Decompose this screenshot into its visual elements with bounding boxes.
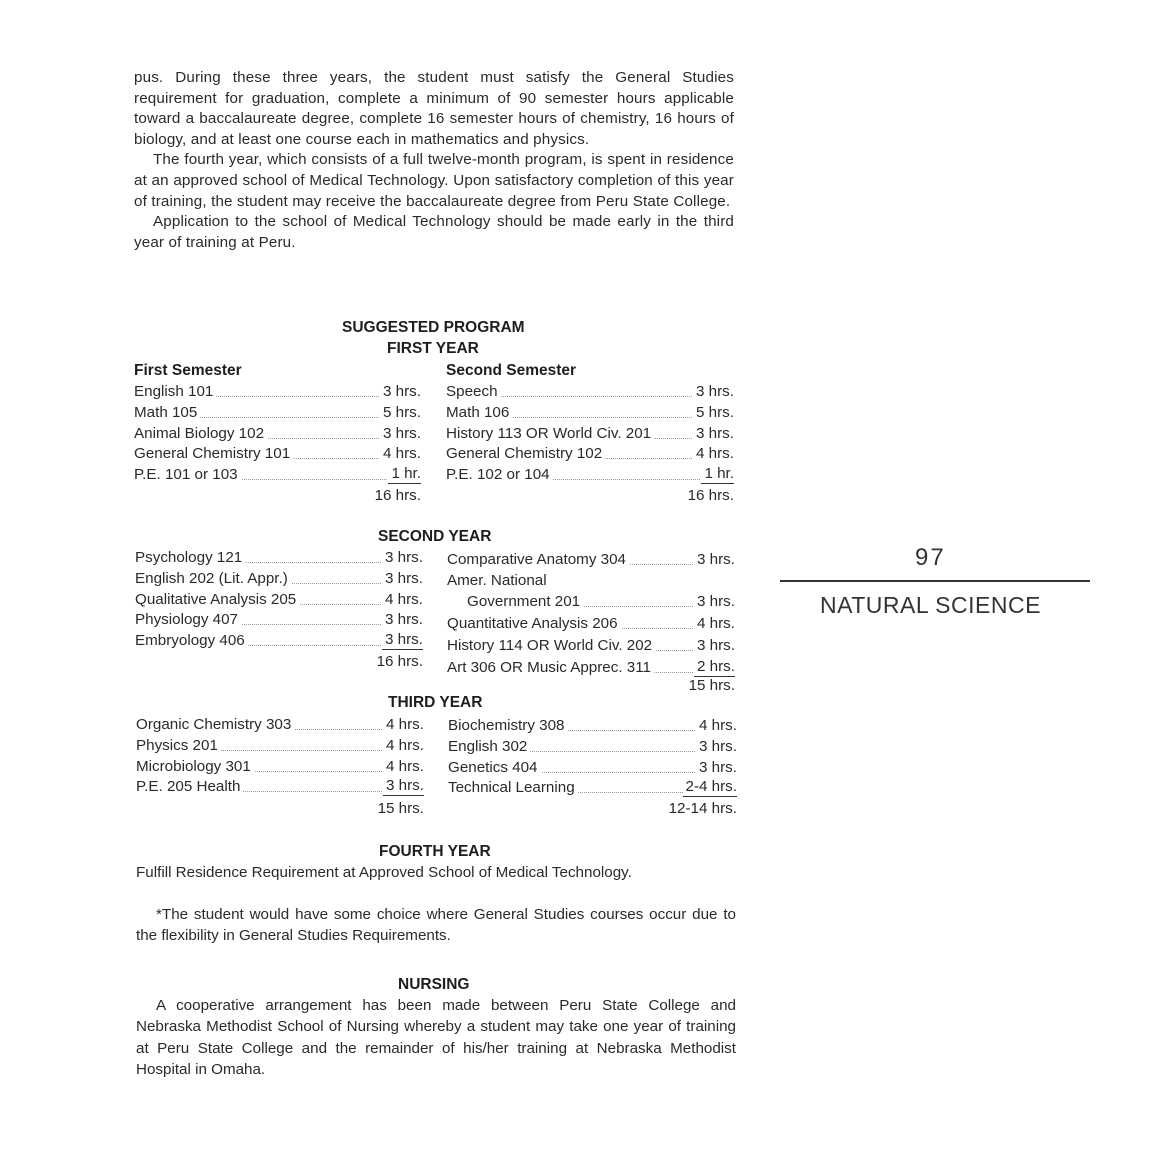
course-name: P.E. 102 or 104 bbox=[446, 464, 553, 485]
section-divider bbox=[780, 580, 1090, 582]
course-row bbox=[136, 735, 424, 756]
course-name: Embryology 406 bbox=[135, 630, 248, 651]
course-hours: 3 hrs. bbox=[382, 547, 423, 568]
course-name: Animal Biology 102 bbox=[134, 423, 267, 444]
course-row bbox=[447, 613, 735, 634]
course-name: English 302 bbox=[448, 736, 530, 757]
nursing-heading: NURSING bbox=[398, 976, 470, 993]
course-name: Psychology 121 bbox=[135, 547, 245, 568]
course-name: English 101 bbox=[134, 381, 216, 402]
first-semester-heading: First Semester bbox=[134, 362, 242, 379]
course-row bbox=[134, 423, 421, 444]
course-row bbox=[134, 381, 421, 402]
course-name: P.E. 101 or 103 bbox=[134, 464, 241, 485]
course-row bbox=[446, 402, 734, 423]
first-year-heading: FIRST YEAR bbox=[387, 340, 479, 357]
course-name: P.E. 205 Health bbox=[136, 776, 243, 797]
semester-total: 15 hrs. bbox=[688, 677, 735, 694]
second-semester-heading: Second Semester bbox=[446, 362, 577, 379]
course-row bbox=[447, 635, 735, 656]
course-row bbox=[447, 591, 735, 612]
course-hours: 4 hrs. bbox=[382, 589, 423, 610]
semester-total: 15 hrs. bbox=[377, 800, 424, 817]
course-hours: 3 hrs. bbox=[380, 381, 421, 402]
semester-total: 16 hrs. bbox=[374, 487, 421, 504]
course-row bbox=[136, 776, 424, 797]
course-row bbox=[446, 443, 734, 464]
course-hours: 3 hrs. bbox=[693, 423, 734, 444]
course-hours: 4 hrs. bbox=[380, 443, 421, 464]
course-hours: 3 hrs. bbox=[383, 776, 424, 796]
semester-total: 16 hrs. bbox=[376, 653, 423, 670]
course-row bbox=[446, 381, 734, 402]
course-row bbox=[135, 589, 423, 610]
course-hours: 5 hrs. bbox=[380, 402, 421, 423]
course-name: Qualitative Analysis 205 bbox=[135, 589, 299, 610]
intro-text bbox=[134, 68, 734, 253]
course-name: History 113 OR World Civ. 201 bbox=[446, 423, 654, 444]
second-year-heading: SECOND YEAR bbox=[378, 528, 492, 545]
nursing-text: A cooperative arrangement has been made between Peru State College and Nebraska Methodist School of Nursing whereby a student may take one year of training at Peru State College and the remainder of his/her training at Nebraska Methodist Hospital in Omaha. bbox=[136, 997, 736, 1079]
course-row bbox=[136, 756, 424, 777]
course-row bbox=[135, 547, 423, 568]
course-hours: 3 hrs. bbox=[696, 736, 737, 757]
course-name: Math 106 bbox=[446, 402, 512, 423]
intro-paragraph-3: Application to the school of Medical Technology should be made early in the third year of training at Peru. bbox=[134, 213, 734, 251]
course-hours: 3 hrs. bbox=[694, 591, 735, 612]
course-hours: 4 hrs. bbox=[694, 613, 735, 634]
course-hours: 4 hrs. bbox=[383, 714, 424, 735]
course-hours: 4 hrs. bbox=[693, 443, 734, 464]
course-name: Genetics 404 bbox=[448, 757, 541, 778]
course-hours: 4 hrs. bbox=[383, 735, 424, 756]
course-name: General Chemistry 101 bbox=[134, 443, 293, 464]
course-name: Microbiology 301 bbox=[136, 756, 254, 777]
intro-paragraph-1: pus. During these three years, the student must satisfy the General Studies requirement for graduation, complete a minimum of 90 semester hours applicable toward a baccalaureate degree, complete 16 semester hours of chemistry, 16 hours of biology, and at least one course each in mathematics and physics. bbox=[134, 69, 734, 148]
course-name: History 114 OR World Civ. 202 bbox=[447, 635, 655, 656]
course-hours: 3 hrs. bbox=[693, 381, 734, 402]
course-hours: 3 hrs. bbox=[382, 568, 423, 589]
course-hours: 3 hrs. bbox=[382, 609, 423, 630]
course-name: General Chemistry 102 bbox=[446, 443, 605, 464]
footnote: *The student would have some choice where General Studies courses occur due to the flexibility in General Studies Requirements. bbox=[136, 906, 736, 945]
course-row bbox=[134, 464, 421, 485]
course-name: Organic Chemistry 303 bbox=[136, 714, 294, 735]
course-row bbox=[447, 570, 735, 591]
course-name: Physics 201 bbox=[136, 735, 221, 756]
course-hours: 2 hrs. bbox=[694, 657, 735, 677]
semester-total: 16 hrs. bbox=[687, 487, 734, 504]
course-hours: 1 hr. bbox=[701, 464, 734, 484]
course-hours: 5 hrs. bbox=[693, 402, 734, 423]
course-hours: 3 hrs. bbox=[382, 630, 423, 650]
course-row bbox=[447, 549, 735, 570]
fourth-year-heading: FOURTH YEAR bbox=[379, 843, 491, 860]
course-name: Art 306 OR Music Apprec. 311 bbox=[447, 657, 654, 678]
course-name: Government 201 bbox=[467, 591, 583, 612]
course-name: English 202 (Lit. Appr.) bbox=[135, 568, 291, 589]
course-hours: 4 hrs. bbox=[383, 756, 424, 777]
course-row bbox=[448, 777, 737, 798]
course-name: Biochemistry 308 bbox=[448, 715, 568, 736]
course-name: Math 105 bbox=[134, 402, 200, 423]
course-name: Quantitative Analysis 206 bbox=[447, 613, 621, 634]
course-name: Technical Learning bbox=[448, 777, 578, 798]
course-row bbox=[448, 715, 737, 736]
course-name: Amer. National bbox=[447, 570, 550, 591]
semester-total: 12-14 hrs. bbox=[668, 800, 737, 817]
course-hours: 4 hrs. bbox=[696, 715, 737, 736]
course-row bbox=[448, 736, 737, 757]
course-hours: 3 hrs. bbox=[380, 423, 421, 444]
course-hours: 2-4 hrs. bbox=[683, 777, 738, 797]
course-row bbox=[136, 714, 424, 735]
course-row bbox=[135, 630, 423, 651]
course-hours: 3 hrs. bbox=[696, 757, 737, 778]
third-year-heading: THIRD YEAR bbox=[388, 694, 483, 711]
course-hours: 3 hrs. bbox=[694, 635, 735, 656]
course-row bbox=[446, 423, 734, 444]
page-number: 97 bbox=[915, 544, 946, 571]
program-title: SUGGESTED PROGRAM bbox=[342, 319, 525, 336]
course-name: Speech bbox=[446, 381, 501, 402]
intro-paragraph-2: The fourth year, which consists of a full twelve-month program, is spent in residence at an approved school of Medical Technology. Upon satisfactory completion of this year of training, the student may receive the baccalaureate degree from Peru State College. bbox=[134, 151, 734, 210]
course-row bbox=[447, 657, 735, 678]
course-hours: 3 hrs. bbox=[694, 549, 735, 570]
course-row bbox=[134, 402, 421, 423]
course-row bbox=[448, 757, 737, 778]
course-row bbox=[446, 464, 734, 485]
course-hours: 1 hr. bbox=[388, 464, 421, 484]
course-row bbox=[135, 568, 423, 589]
fourth-year-text: Fulfill Residence Requirement at Approved School of Medical Technology. bbox=[136, 864, 632, 881]
course-name: Physiology 407 bbox=[135, 609, 241, 630]
course-row bbox=[135, 609, 423, 630]
course-row bbox=[134, 443, 421, 464]
course-name: Comparative Anatomy 304 bbox=[447, 549, 629, 570]
section-title: NATURAL SCIENCE bbox=[820, 592, 1041, 618]
